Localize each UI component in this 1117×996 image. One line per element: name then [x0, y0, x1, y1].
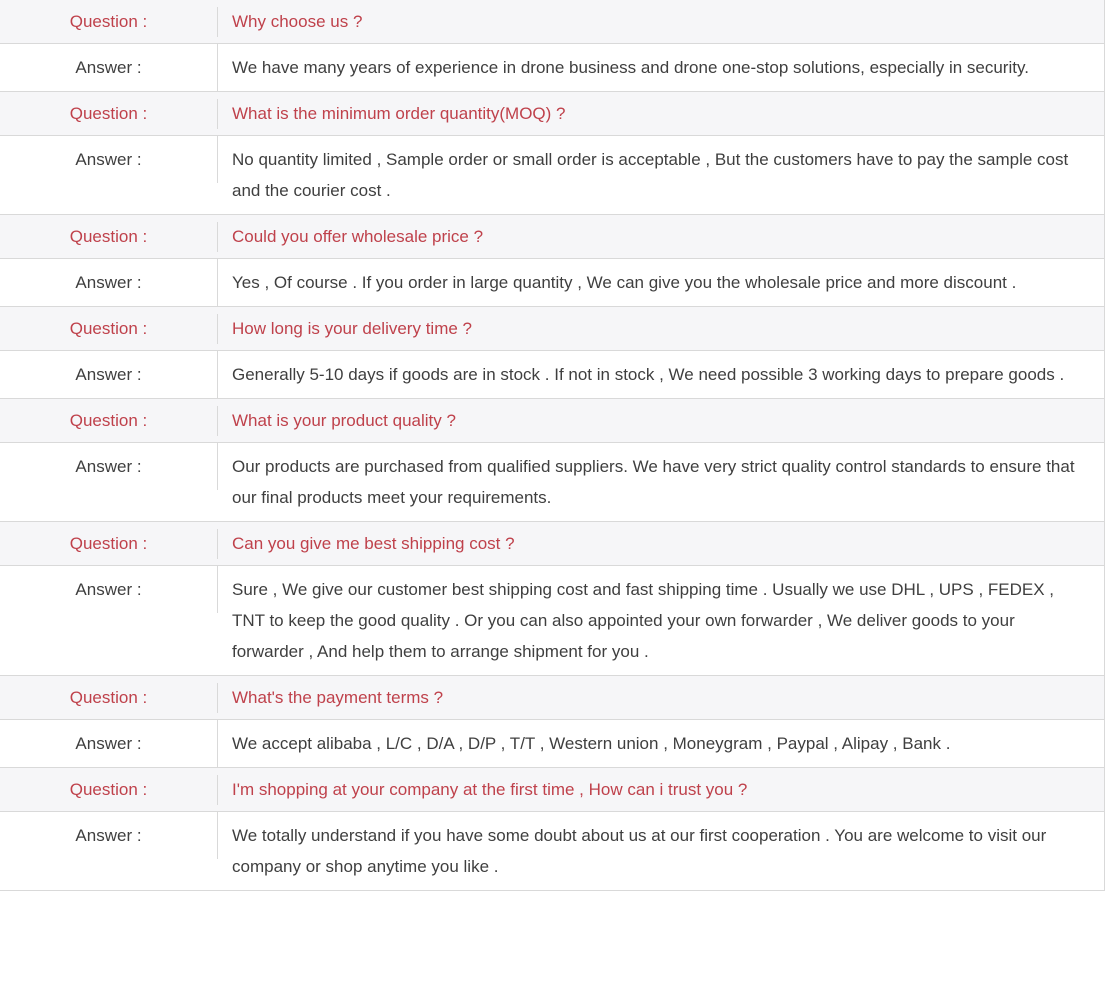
answer-label: Answer :: [0, 44, 218, 91]
question-text: Can you give me best shipping cost ?: [232, 533, 515, 553]
answer-text: Sure , We give our customer best shipping cost and fast shipping time . Usually we use DHL , UPS , FEDEX , TNT to keep the good quality . Or you can also appointed your own forwarder , We deliver goods to your forwarder , And help them to arrange shipment for you .: [232, 580, 1055, 661]
answer-row: [0, 44, 1104, 92]
answer-row: [0, 812, 1104, 891]
question-text: Why choose us ?: [232, 11, 363, 31]
question-label: Question :: [0, 529, 218, 559]
faq-pair: [0, 522, 1104, 676]
question-row: [0, 215, 1104, 259]
answer-label: Answer :: [0, 351, 218, 398]
question-label: Question :: [0, 314, 218, 344]
faq-pair: [0, 307, 1104, 399]
question-row: [0, 0, 1104, 44]
faq-pair: [0, 399, 1104, 522]
answer-label: Answer :: [0, 566, 218, 613]
question-text: I'm shopping at your company at the first time , How can i trust you ?: [232, 779, 748, 799]
answer-row: [0, 566, 1104, 676]
question-text: What's the payment terms ?: [232, 687, 444, 707]
faq-pair: [0, 0, 1104, 92]
answer-text: We have many years of experience in drone business and drone one-stop solutions, especially in security.: [232, 58, 1029, 77]
answer-label: Answer :: [0, 720, 218, 767]
question-row: [0, 768, 1104, 812]
answer-row: [0, 136, 1104, 215]
question-text: How long is your delivery time ?: [232, 318, 472, 338]
answer-row: [0, 720, 1104, 768]
question-row: [0, 92, 1104, 136]
faq-pair: [0, 676, 1104, 768]
question-label: Question :: [0, 7, 218, 37]
question-label: Question :: [0, 222, 218, 252]
answer-label: Answer :: [0, 136, 218, 183]
answer-text: We accept alibaba , L/C , D/A , D/P , T/T , Western union , Moneygram , Paypal , Alipay , Bank .: [232, 734, 951, 753]
question-label: Question :: [0, 406, 218, 436]
answer-row: [0, 259, 1104, 307]
faq-pair: [0, 215, 1104, 307]
question-text: What is the minimum order quantity(MOQ) ?: [232, 103, 566, 123]
answer-text: No quantity limited , Sample order or small order is acceptable , But the customers have to pay the sample cost and the courier cost .: [232, 150, 1069, 200]
answer-row: [0, 351, 1104, 399]
answer-text: Yes , Of course . If you order in large quantity , We can give you the wholesale price and more discount .: [232, 273, 1017, 292]
question-label: Question :: [0, 775, 218, 805]
question-label: Question :: [0, 683, 218, 713]
answer-label: Answer :: [0, 443, 218, 490]
question-text: What is your product quality ?: [232, 410, 456, 430]
answer-text: Generally 5-10 days if goods are in stock . If not in stock , We need possible 3 working days to prepare goods .: [232, 365, 1065, 384]
answer-text: Our products are purchased from qualified suppliers. We have very strict quality control standards to ensure that our final products meet your requirements.: [232, 457, 1075, 507]
faq-pair: [0, 768, 1104, 891]
faq-pair: [0, 92, 1104, 215]
question-row: [0, 399, 1104, 443]
question-label: Question :: [0, 99, 218, 129]
question-row: [0, 307, 1104, 351]
question-row: [0, 522, 1104, 566]
answer-label: Answer :: [0, 812, 218, 859]
question-text: Could you offer wholesale price ?: [232, 226, 484, 246]
question-row: [0, 676, 1104, 720]
answer-text: We totally understand if you have some doubt about us at our first cooperation . You are welcome to visit our company or shop anytime you like .: [232, 826, 1047, 876]
answer-row: [0, 443, 1104, 522]
answer-label: Answer :: [0, 259, 218, 306]
